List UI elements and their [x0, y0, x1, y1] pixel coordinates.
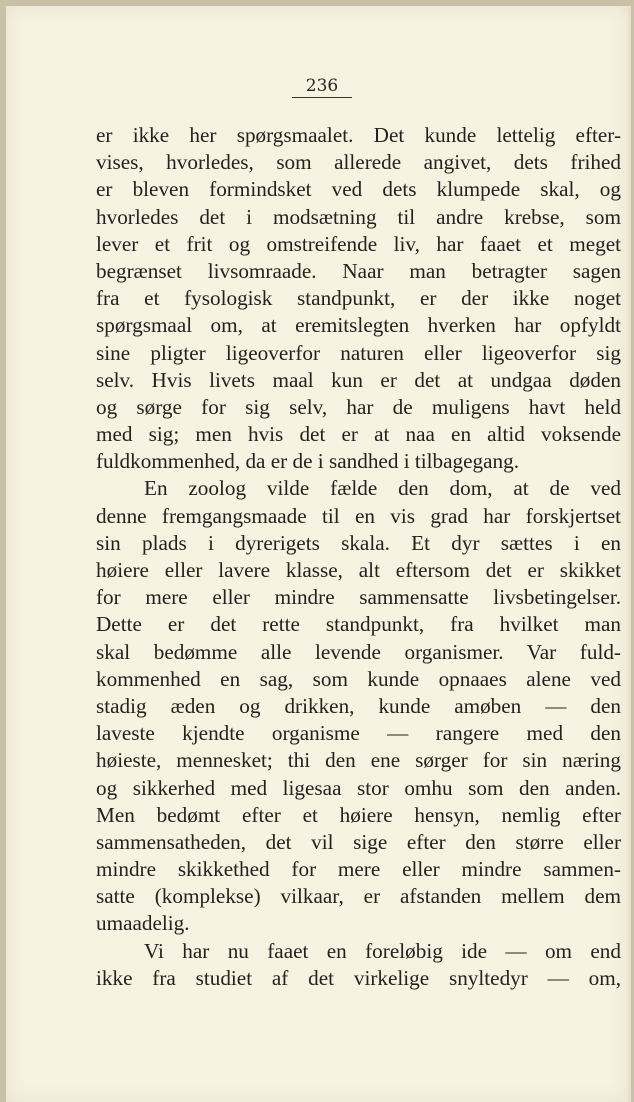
text-line: er ikke her spørgsmaalet. Det kunde lettelig efter-: [96, 123, 621, 147]
text-line: hvorledes det i modsætning til andre krebse, som: [96, 204, 621, 229]
text-line: selv. Hvis livets maal kun er det at undgaa døden: [96, 367, 621, 392]
text-line: er bleven formindsket ved dets klumpede skal, og: [96, 177, 621, 202]
text-line: En zoolog vilde fælde den dom, at de ved: [144, 476, 621, 501]
text-line: skal bedømme alle levende organismer. Var fuld-: [96, 639, 621, 664]
text-line: lever et frit og omstreifende liv, har faaet et meget: [96, 231, 621, 256]
text-line: ikke fra studiet af det virkelige snyltedyr — om,: [96, 965, 621, 990]
text-line: fuldkommenhed, da er de i sandhed i tilbagegang.: [96, 449, 520, 474]
text-line: laveste kjendte organisme — rangere med den: [96, 721, 621, 746]
body-text: [96, 122, 621, 992]
text-line: mindre skikkethed for mere eller mindre sammen-: [96, 857, 621, 882]
text-line: Men bedømt efter et høiere hensyn, nemlig efter: [96, 802, 621, 827]
text-line: med sig; men hvis det er at naa en altid voksende: [96, 422, 621, 447]
page-number-header: [0, 76, 634, 98]
text-line: sine pligter ligeoverfor naturen eller ligeoverfor sig: [96, 340, 621, 365]
text-line: og sikkerhed med ligesaa stor omhu som den anden.: [96, 775, 621, 800]
text-line: fra et fysologisk standpunkt, er der ikke noget: [96, 286, 621, 311]
text-line: kommenhed en sag, som kunde opnaaes alene ved: [96, 666, 621, 691]
text-line: vises, hvorledes, som allerede angivet, dets frihed: [96, 150, 621, 175]
text-line: høieste, mennesket; thi den ene sørger for sin næring: [96, 748, 621, 773]
text-line: Dette er det rette standpunkt, fra hvilket man: [96, 612, 621, 637]
text-line: spørgsmaal om, at eremitslegten hverken har opfyldt: [96, 313, 621, 338]
text-line: satte (komplekse) vilkaar, er afstanden mellem dem: [96, 884, 621, 909]
text-line: denne fremgangsmaade til en vis grad har forskjertset: [96, 503, 621, 528]
page-number: 236: [292, 76, 352, 98]
text-line: umaadelig.: [96, 911, 190, 936]
text-line: høiere eller lavere klasse, alt eftersom det er skikket: [96, 558, 621, 582]
text-line: sammensatheden, det vil sige efter den større eller: [96, 829, 621, 854]
text-line: Vi har nu faaet en foreløbig ide — om end: [144, 938, 621, 963]
text-line: sin plads i dyrerigets skala. Et dyr sættes i en: [96, 530, 621, 555]
text-line: for mere eller mindre sammensatte livsbetingelser.: [96, 585, 621, 610]
text-line: stadig æden og drikken, kunde amøben — den: [96, 693, 621, 718]
text-line: og sørge for sig selv, har de muligens havt held: [96, 394, 621, 419]
text-line: begrænset livsomraade. Naar man betragter sagen: [96, 258, 621, 283]
